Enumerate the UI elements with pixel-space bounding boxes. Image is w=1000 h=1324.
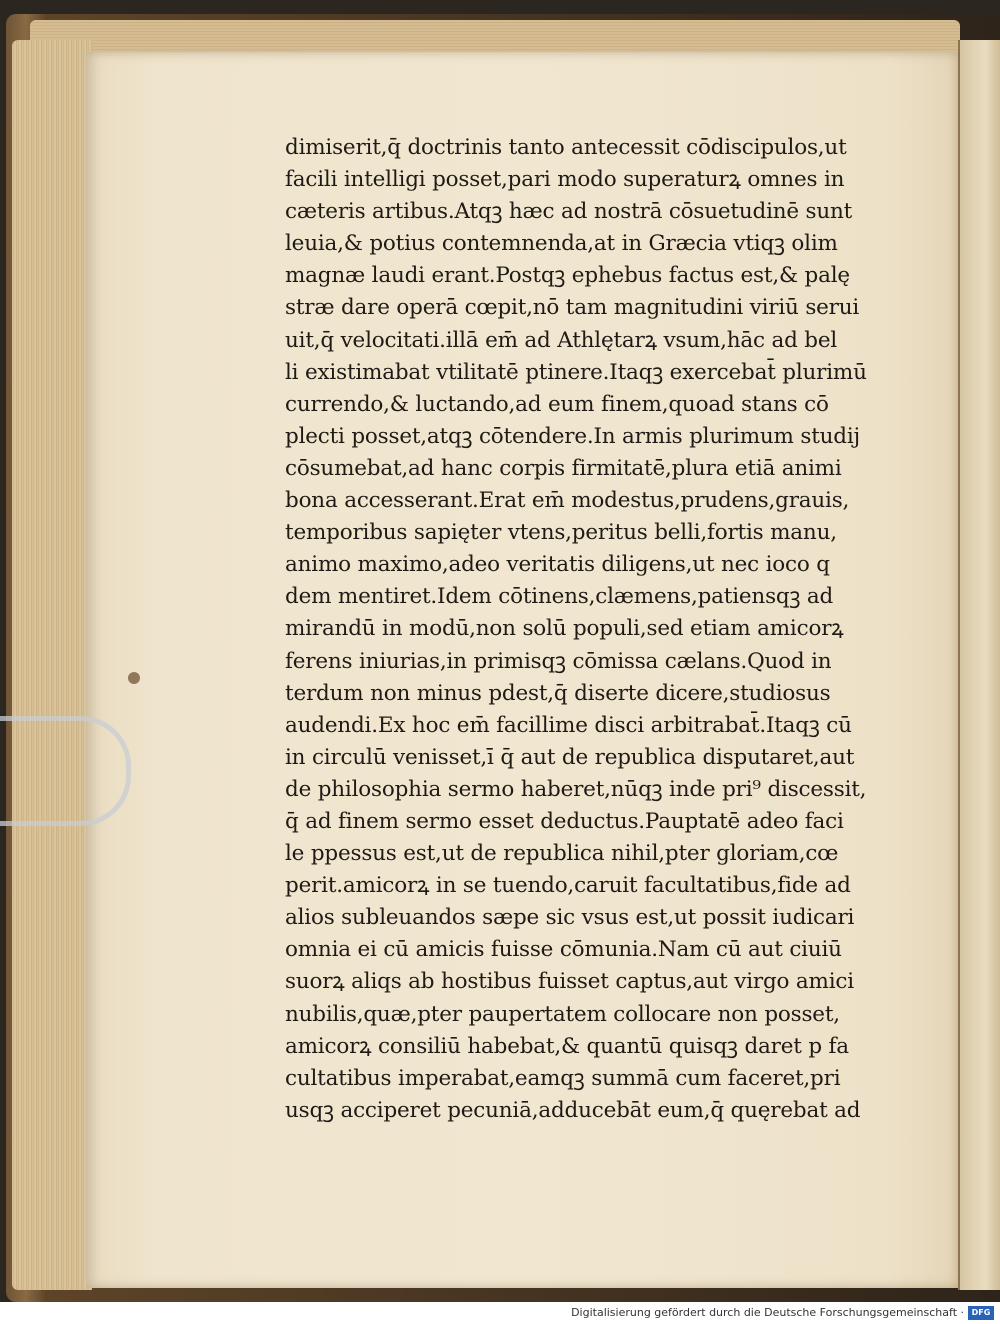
funding-credit: Digitalisierung gefördert durch die Deutsche Forschungsgemeinschaft · — [571, 1306, 964, 1319]
text-line: magnæ laudi erant.Postqꝫ ephebus factus est,& palę — [285, 263, 850, 289]
text-line: in circulū venisset,ī q̄ aut de republica disputaret,aut — [285, 744, 855, 770]
text-line: leuia,& potius contemnenda,at in Græcia vtiqꝫ olim — [285, 231, 838, 257]
footer-bar — [0, 1302, 1000, 1324]
text-line: perit.amicorꝝ in se tuendo,caruit facultatibus,fide ad — [285, 873, 851, 899]
text-line: amicorꝝ consiliū habebat,& quantū quisqꝫ daret p fa — [285, 1033, 849, 1059]
text-line: nubilis,quæ,pter paupertatem collocare non posset, — [285, 1001, 840, 1027]
text-line: ferens iniurias,in primisqꝫ cōmissa cælans.Quod in — [285, 648, 832, 674]
text-line: omnia ei cū amicis fuisse cōmunia.Nam cū aut ciuiū — [285, 937, 842, 963]
text-line: cōsumebat,ad hanc corpis firmitatē,plura etiā animi — [285, 455, 842, 481]
ink-spot — [128, 672, 140, 684]
text-line: audendi.Ex hoc em̄ facillime disci arbitrabat̄.Itaqꝫ cū — [285, 712, 852, 738]
text-line: plecti posset,atqꝫ cōtendere.In armis plurimum studij — [285, 423, 861, 449]
text-line: mirandū in modū,non solū populi,sed etiam amicorꝝ — [285, 616, 844, 642]
text-line: alios subleuandos sæpe sic vsus est,ut possit iudicari — [285, 905, 855, 931]
text-line: bona accesserant.Erat em̄ modestus,prudens,grauis, — [285, 488, 850, 514]
text-line: li existimabat vtilitatē ptinere.Itaqꝫ exercebat̄ plurimū — [285, 359, 867, 385]
dfg-logo[interactable]: DFG — [968, 1306, 994, 1320]
text-line: le ppessus est,ut de republica nihil,pter gloriam,cœ — [285, 841, 839, 867]
text-line: dimiserit,q̄ doctrinis tanto antecessit cōdiscipulos,ut — [285, 135, 847, 160]
text-line: suorꝝ aliqs ab hostibus fuisset captus,aut virgo amici — [285, 969, 854, 995]
text-line: currendo,& luctando,ad eum finem,quoad stans cō — [285, 391, 829, 417]
text-line: facili intelligi posset,pari modo superaturꝝ omnes in — [285, 167, 845, 193]
text-line: cæteris artibus.Atqꝫ hæc ad nostrā cōsuetudinē sunt — [285, 199, 853, 225]
page-fore-edge — [12, 40, 92, 1290]
text-line: cultatibus imperabat,eamqꝫ summā cum faceret,pri — [285, 1065, 841, 1091]
text-line: de philosophia sermo haberet,nūqꝫ inde pri⁹ discessit, — [285, 776, 867, 802]
text-line: animo maximo,adeo veritatis diligens,ut nec ioco q — [285, 552, 830, 578]
text-line: uit,q̄ velocitati.illā em̄ ad Athlętarꝝ vsum,hāc ad bel — [285, 327, 838, 353]
text-line: stræ dare operā cœpit,nō tam magnitudini viriū serui — [285, 295, 860, 321]
facing-page-edge — [958, 40, 1000, 1290]
text-line: dem mentiret.Idem cōtinens,clæmens,patiensqꝫ ad — [285, 584, 834, 610]
text-line: temporibus sapięter vtens,peritus belli,fortis manu, — [285, 520, 837, 546]
text-line: terdum non minus pdest,q̄ diserte dicere,studiosus — [285, 680, 831, 706]
paper-clip — [0, 716, 131, 826]
text-line: usqꝫ acciperet pecuniā,adducebāt eum,q̄ quęrebat ad — [285, 1097, 861, 1123]
text-line: q̄ ad finem sermo esset deductus.Pauptatē adeo faci — [285, 808, 844, 834]
text-block — [285, 132, 885, 1127]
